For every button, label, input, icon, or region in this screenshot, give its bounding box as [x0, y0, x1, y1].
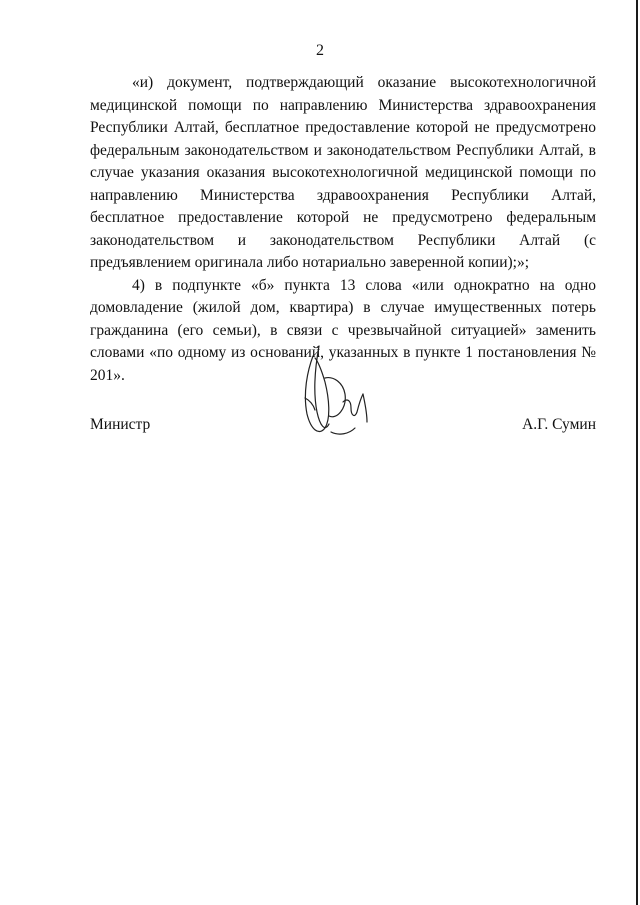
signature-block: [90, 410, 596, 440]
paragraph-item-4: 4) в подпункте «б» пункта 13 слова «или однократно на одно домовладение (жилой дом, квартира) в случае имущественных потерь гражданина (его семьи), в связи с чрезвычайной ситуацией» заменить словами «по одному из оснований, указанных в пункте 1 постановления № 201».: [90, 276, 596, 384]
signer-name: А.Г. Сумин: [522, 416, 596, 433]
scan-edge-line: [636, 0, 638, 905]
paragraph-item-i: «и) документ, подтверждающий оказание высокотехнологичной медицинской помощи по направлению Министерства здравоохранения Республики Алтай, бесплатное предоставление которой не предусмотрено федеральным законодательством и законодательством Республики Алтай, в случае указания оказания высокотехнологичной медицинской помощи по направлению Министерства здравоохранения Республики Алтай, бесплатное предоставление которой не предусмотрено федеральным законодательством и законодательством Республики Алтай (с предъявлением оригинала либо нотариально заверенной копии);»;: [90, 74, 596, 271]
signer-position: Министр: [90, 416, 151, 433]
page-number: 2: [316, 42, 324, 59]
